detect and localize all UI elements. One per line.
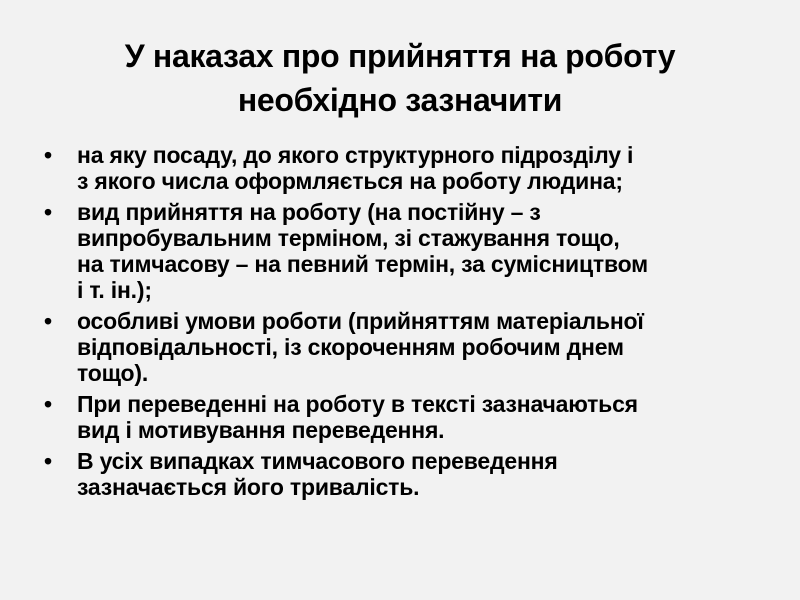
bullet-line: особливі умови роботи (прийняттям матеріальної	[77, 308, 644, 334]
slide-title-line-1: У наказах про прийняття на роботу	[124, 38, 676, 74]
bullet-line: вид і мотивування переведення.	[77, 417, 445, 443]
bullet-line: на яку посаду, до якого структурного підрозділу і	[77, 142, 634, 168]
bullet-item	[44, 448, 764, 500]
slide-title-line-2: необхідно зазначити	[237, 82, 563, 118]
bullet-line: При переведенні на роботу в тексті зазначаються	[77, 391, 638, 417]
slide-title	[40, 34, 760, 122]
bullet-line: відповідальності, із скороченням робочим днем	[77, 334, 624, 360]
bullet-line: вид прийняття на роботу (на постійну – з	[77, 199, 541, 225]
bullet-line: зазначається його тривалість.	[77, 474, 420, 500]
bullet-item	[44, 391, 764, 443]
bullet-list	[44, 142, 764, 505]
bullet-dot-icon: •	[44, 448, 52, 474]
bullet-item	[44, 142, 764, 194]
bullet-item	[44, 308, 764, 386]
bullet-line: тощо).	[77, 360, 149, 386]
bullet-line: В усіх випадках тимчасового переведення	[77, 448, 558, 474]
bullet-line: на тимчасову – на певний термін, за сумісництвом	[77, 251, 648, 277]
bullet-line: і т. ін.);	[77, 277, 152, 303]
bullet-dot-icon: •	[44, 142, 52, 168]
bullet-dot-icon: •	[44, 391, 52, 417]
bullet-line: з якого числа оформляється на роботу людина;	[77, 168, 623, 194]
bullet-dot-icon: •	[44, 199, 52, 225]
bullet-line: випробувальним терміном, зі стажування тощо,	[77, 225, 620, 251]
bullet-item	[44, 199, 764, 303]
bullet-dot-icon: •	[44, 308, 52, 334]
